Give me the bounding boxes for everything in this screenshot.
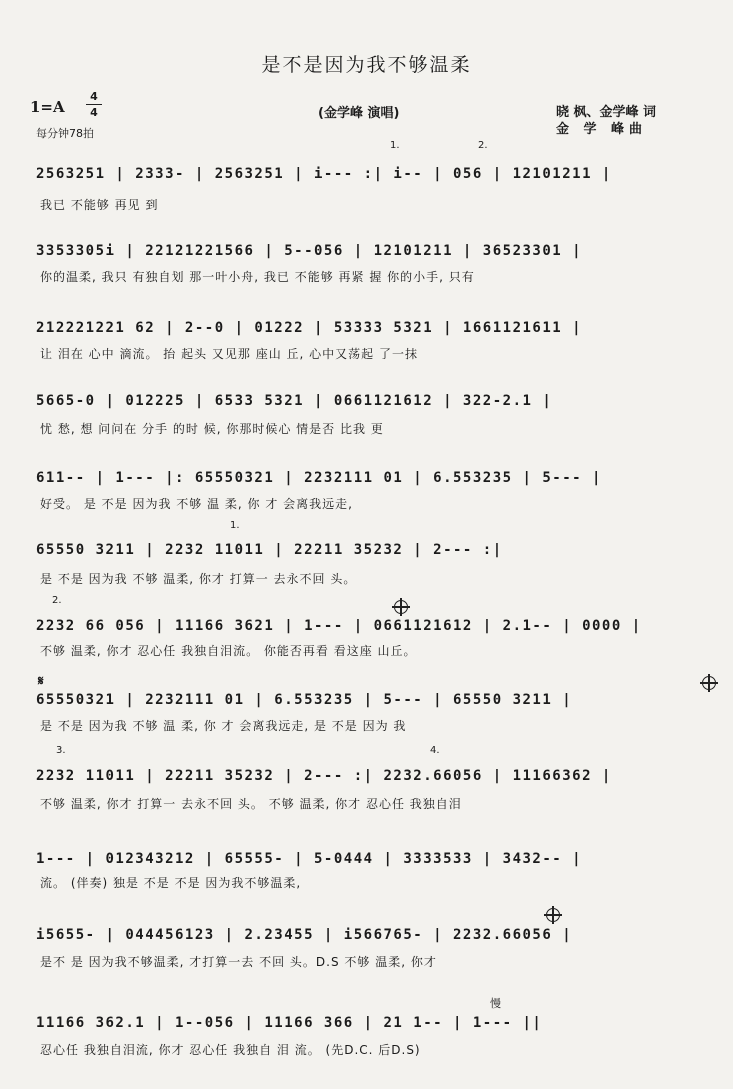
key-signature: 1=A — [30, 98, 65, 116]
lyrics-row: 是 不是 因为我 不够 温 柔, 你 才 会离我远走, 是 不是 因为 我 — [40, 719, 407, 733]
time-signature — [86, 90, 102, 119]
lyrics-row: 不够 温柔, 你才 打算一 去永不回 头。 不够 温柔, 你才 忍心任 我独自泪 — [40, 797, 462, 811]
lyrics-row: 忧 愁, 想 问问在 分手 的时 候, 你那时候心 情是否 比我 更 — [40, 422, 384, 436]
coda-sign-icon — [394, 600, 408, 614]
lyrics-row: 不够 温柔, 你才 忍心任 我独自泪流。 你能否再看 看这座 山丘。 — [40, 644, 417, 658]
notation-row: 65550321 | 2232111 01 | 6.553235 | 5--- | 65550 3211 | — [36, 692, 573, 708]
coda-sign-icon — [702, 676, 716, 690]
notation-row: 5665-0 | 012225 | 6533 5321 | 0661121612 | 322-2.1 | — [36, 393, 553, 409]
lyrics-row: 是不 是 因为我不够温柔, 才打算一去 不回 头。D.S 不够 温柔, 你才 — [40, 955, 437, 969]
notation-row: 212221221 62 | 2--0 | 01222 | 53333 5321 | 1661121611 | — [36, 320, 583, 336]
notation-row: 2232 11011 | 22211 35232 | 2--- :| 2232.66056 | 11166362 | — [36, 768, 612, 784]
notation-row: 65550 3211 | 2232 11011 | 22211 35232 | 2--- :| — [36, 542, 503, 558]
lyrics-row: 我已 不能够 再见 到 — [40, 198, 159, 212]
notation-row: i5655- | 044456123 | 2.23455 | i566765- | 2232.66056 | — [36, 927, 573, 943]
volta-2: 2. — [52, 595, 62, 606]
volta-2: 2. — [478, 140, 488, 151]
lyrics-row: 流。 (伴奏) 独是 不是 不是 因为我不够温柔, — [40, 876, 302, 890]
notation-row: 2232 66 056 | 11166 3621 | 1--- | 0661121612 | 2.1-- | 0000 | — [36, 618, 642, 634]
lyrics-row: 让 泪在 心中 滴流。 抬 起头 又见那 座山 丘, 心中又荡起 了一抹 — [40, 347, 418, 361]
volta-4: 4. — [430, 745, 440, 756]
time-signature-bottom: 4 — [90, 106, 98, 119]
lyrics-row: 你的温柔, 我只 有独自划 那一叶小舟, 我已 不能够 再紧 握 你的小手, 只有 — [40, 270, 475, 284]
segno-sign-icon: 𝄋 — [38, 674, 44, 689]
volta-1: 1. — [230, 520, 240, 531]
notation-row: 3353305i | 22121221566 | 5--056 | 12101211 | 36523301 | — [36, 243, 583, 259]
lyrics-row: 是 不是 因为我 不够 温柔, 你才 打算一 去永不回 头。 — [40, 572, 357, 586]
notation-row: 11166 362.1 | 1--056 | 11166 366 | 21 1-- | 1--- || — [36, 1015, 543, 1031]
performer: (金学峰 演唱) — [318, 106, 400, 121]
volta-1: 1. — [390, 140, 400, 151]
song-title: 是不是因为我不够温柔 — [261, 54, 472, 76]
lyrics-row: 好受。 是 不是 因为我 不够 温 柔, 你 才 会离我远走, — [40, 497, 353, 511]
lyricist-credit: 晓 枫、金学峰 词 — [556, 105, 657, 120]
notation-row: 611-- | 1--- |: 65550321 | 2232111 01 | 6.553235 | 5--- | — [36, 470, 602, 486]
lyrics-row: 忍心任 我独自泪流, 你才 忍心任 我独自 泪 流。 (先D.C. 后D.S) — [40, 1043, 421, 1057]
slow-marking: 慢 — [490, 997, 501, 1010]
notation-row: 1--- | 012343212 | 65555- | 5-0444 | 3333533 | 3432-- | — [36, 851, 583, 867]
composer-credit: 金 学 峰曲 — [556, 122, 648, 137]
tempo-marking: 每分钟78拍 — [36, 127, 94, 140]
volta-3: 3. — [56, 745, 66, 756]
time-signature-top: 4 — [90, 90, 98, 103]
coda-sign-icon — [546, 908, 560, 922]
notation-row: 2563251 | 2333- | 2563251 | i--- :| i-- | 056 | 12101211 | — [36, 166, 612, 182]
